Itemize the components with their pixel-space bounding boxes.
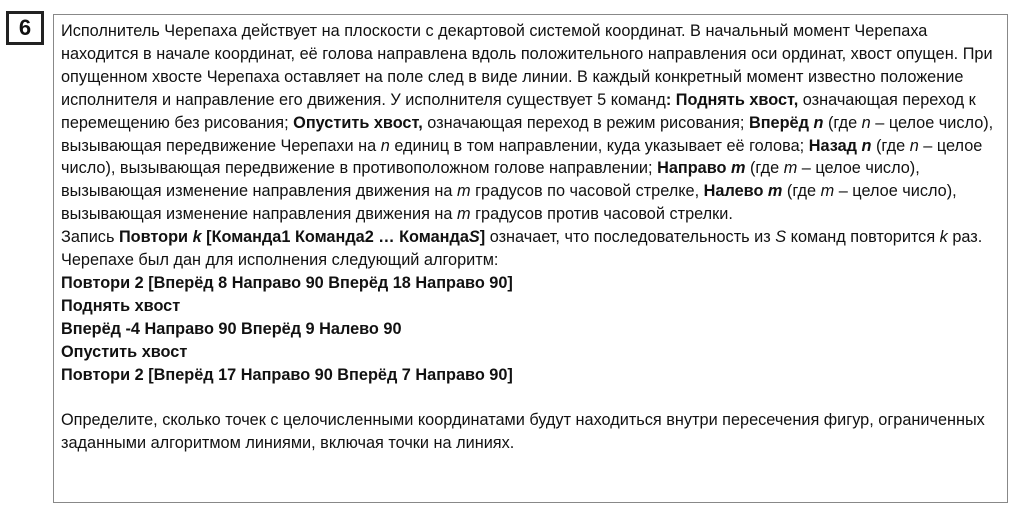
algorithm-line: Вперёд -4 Направо 90 Вперёд 9 Налево 90 — [61, 319, 402, 338]
algorithm-intro: Черепахе был дан для исполнения следующий алгоритм: — [61, 251, 499, 270]
algorithm-line: Повтори 2 [Вперёд 8 Направо 90 Вперёд 18 Направо 90] — [61, 273, 513, 292]
spacer — [61, 387, 1000, 410]
algorithm-line: Поднять хвост — [61, 296, 181, 315]
repeat-definition: Запись Повтори k [Команда1 Команда2 … КомандаS] означает, что последовательность из S команд повторится k раз. — [61, 228, 983, 247]
algorithm-line: Опустить хвост — [61, 342, 188, 361]
task-intro: Исполнитель Черепаха действует на плоскости с декартовой системой координат. В начальный момент Черепаха находится в начале координат, её голова направлена вдоль положительного направления оси ординат, хвост опущен. При опущенном хвосте Черепаха оставляет на поле след в виде линии. В каждый конкретный момент известно положение исполнителя и направление его движения. У исполнителя существует 5 команд: Поднять хвост, означающая переход к перемещению без рисования; Опустить хвост, означающая переход в режим рисования; Вперёд n (где n – целое число), вызывающая передвижение Черепахи на n единиц в том направлении, куда указывает её голова; Назад n (где n – целое число), вызывающая передвижение в противоположном голове направлении; Направо m (где m – целое число), вызывающая изменение направления движения на m градусов по часовой стрелке, Налево m (где m – целое число), вызывающая изменение направления движения на m градусов против часовой стрелки. — [61, 22, 994, 224]
task-question: Определите, сколько точек с целочисленными координатами будут находиться внутри пересечения фигур, ограниченных заданными алгоритмом линиями, включая точки на линиях. — [61, 411, 985, 453]
task-number: 6 — [6, 11, 44, 45]
task-text-box — [53, 14, 1008, 503]
algorithm-line: Повтори 2 [Вперёд 17 Направо 90 Вперёд 7 Направо 90] — [61, 365, 513, 384]
